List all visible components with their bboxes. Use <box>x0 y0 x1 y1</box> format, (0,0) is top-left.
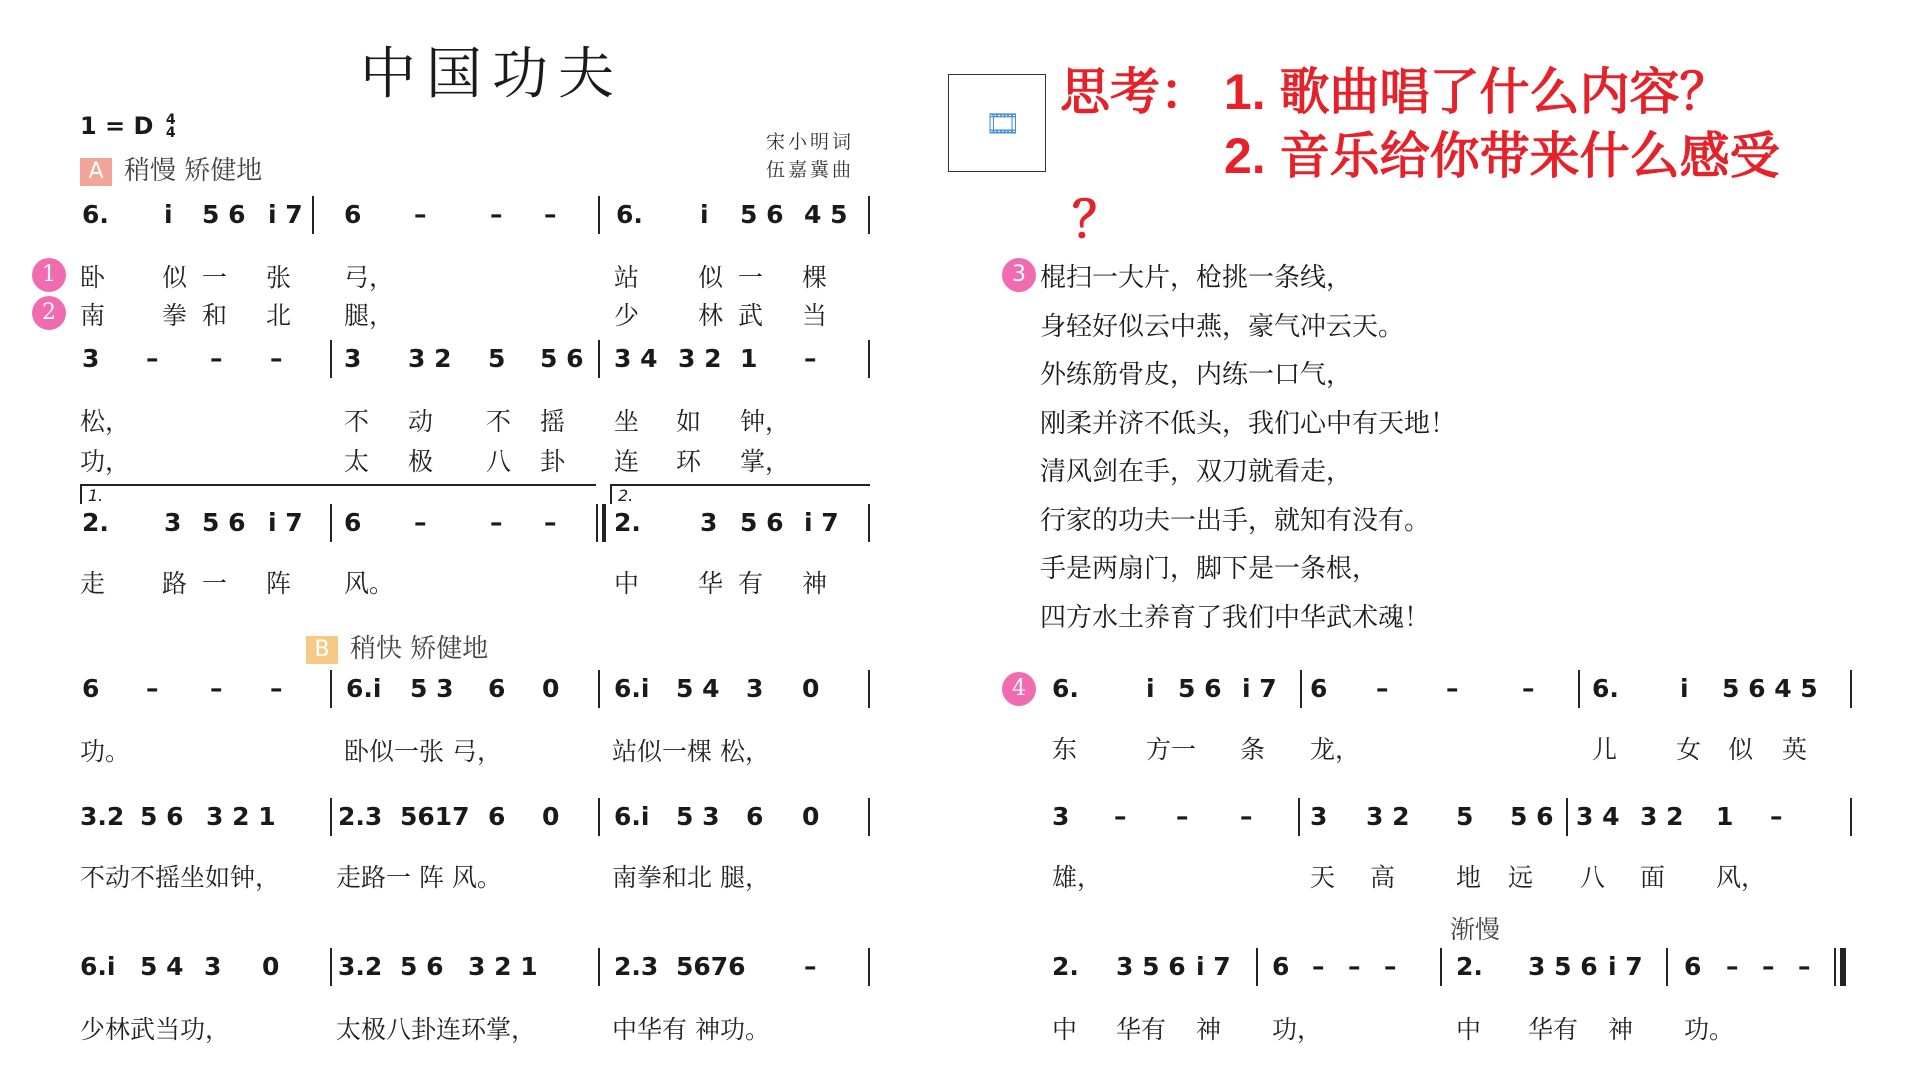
left-lyrics-row-3 <box>0 564 1920 604</box>
note: i 7 <box>1608 952 1643 981</box>
volta-bracket-1-left <box>80 484 82 504</box>
barline <box>330 504 332 542</box>
note: – <box>1240 802 1253 831</box>
lyric: 卧似一张 弓， <box>344 737 502 766</box>
lyric: 功， <box>80 447 131 476</box>
volta-bracket-1 <box>80 484 596 486</box>
left-lyrics-row-1b <box>0 296 1920 336</box>
volta-label-1: 1. <box>88 486 104 505</box>
lyric: 路 <box>162 569 188 598</box>
note: 2. <box>614 508 641 537</box>
note: 5 6 <box>740 508 784 537</box>
note: 3 2 <box>1640 802 1684 831</box>
final-barline-thick <box>1840 948 1846 986</box>
lyric-line: 行家的功夫一出手，就知有没有。 <box>1040 505 1431 536</box>
note: – <box>490 508 503 537</box>
lyric: 不 <box>486 407 512 436</box>
note: 5 <box>1456 802 1474 831</box>
lyric: 林 <box>698 301 724 330</box>
key-label: 1 = D <box>80 112 154 140</box>
note: 6. <box>616 200 643 229</box>
note: i <box>1680 674 1689 703</box>
section-b-tempo: 稍快 矫健地 <box>350 634 489 664</box>
lyric: 远 <box>1508 863 1534 892</box>
note: – <box>1114 802 1127 831</box>
lyric-line: 四方水土养育了我们中华武术魂！ <box>1040 602 1431 633</box>
note: 3 <box>1310 802 1328 831</box>
note: – <box>1312 952 1325 981</box>
note: 6.i <box>614 674 650 703</box>
volta-bracket-2 <box>610 484 870 486</box>
lyric: 极 <box>408 447 434 476</box>
lyric: 连 <box>614 447 640 476</box>
right-lyrics-row-1 <box>0 730 1920 770</box>
note: 0 <box>262 952 280 981</box>
note: 2. <box>1052 952 1079 981</box>
note: 6 <box>1272 952 1290 981</box>
volta-bracket-2-left <box>610 484 612 504</box>
section-b-label <box>306 628 488 665</box>
lyric: 神 <box>1196 1015 1222 1044</box>
note: 3 <box>700 508 718 537</box>
note: 6 <box>746 802 764 831</box>
barline <box>868 196 870 234</box>
note: 1 <box>740 344 758 373</box>
lyric: 当 <box>802 301 828 330</box>
note: 2. <box>1456 952 1483 981</box>
note: 2.3 <box>614 952 659 981</box>
left-lyrics-row-2a <box>0 402 1920 442</box>
note: 6 <box>488 802 506 831</box>
note: – <box>804 952 817 981</box>
note: 6 <box>1684 952 1702 981</box>
note: 3 2 1 <box>206 802 276 831</box>
section-a-box: A <box>80 158 112 186</box>
note: 5 3 <box>410 674 454 703</box>
barline <box>1578 670 1580 708</box>
lyricist: 宋小明词 <box>766 131 855 153</box>
lyric: 雄， <box>1052 863 1103 892</box>
note: – <box>414 200 427 229</box>
right-score-row-2 <box>0 802 1920 842</box>
note: 0 <box>802 674 820 703</box>
left-lyrics-row-1a <box>0 258 1920 298</box>
lyric: 弓， <box>344 263 395 292</box>
note: i 7 <box>1242 674 1277 703</box>
section-b-box: B <box>306 636 338 664</box>
note: 3 2 <box>678 344 722 373</box>
time-bottom: 4 <box>165 125 176 141</box>
note: – <box>1376 674 1389 703</box>
note: 3 <box>344 344 362 373</box>
note: 2.3 <box>338 802 383 831</box>
note: 0 <box>542 674 560 703</box>
barline <box>598 196 600 234</box>
lyric: 风。 <box>344 569 395 598</box>
lyric: 钟， <box>740 407 791 436</box>
note: i 7 <box>804 508 839 537</box>
lyric: 功， <box>1272 1015 1323 1044</box>
note: 3 2 <box>1366 802 1410 831</box>
note: 3 5 6 <box>1528 952 1598 981</box>
note: 6 <box>344 200 362 229</box>
lyric: 面 <box>1640 863 1666 892</box>
lyric: 不动不摇坐如钟， <box>80 863 281 892</box>
lyric: 坐 <box>614 407 640 436</box>
credits <box>766 128 854 184</box>
lyric: 方一 <box>1146 735 1197 764</box>
note: 4 5 <box>804 200 848 229</box>
lyric: 高 <box>1370 863 1396 892</box>
lyric: 儿 <box>1592 735 1618 764</box>
verse-number-4: 4 <box>1002 672 1036 706</box>
barline <box>330 340 332 378</box>
right-lyrics-row-3 <box>0 1010 1920 1050</box>
lyric: 华有 <box>1116 1015 1167 1044</box>
barline <box>1666 948 1668 986</box>
composer: 伍嘉冀曲 <box>766 159 855 181</box>
lyric: 阵 <box>266 569 292 598</box>
lyric: 卧 <box>80 263 106 292</box>
note: i <box>700 200 709 229</box>
left-score-row-3 <box>0 508 1920 548</box>
note: – <box>490 200 503 229</box>
note: 5 4 <box>140 952 184 981</box>
note: 3.2 <box>338 952 383 981</box>
verse-number-1: 1 <box>32 258 66 292</box>
note: 5676 <box>676 952 746 981</box>
note: 6. <box>82 200 109 229</box>
repeat-barline <box>596 504 598 542</box>
note: 5 6 <box>540 344 584 373</box>
note: – <box>1348 952 1361 981</box>
lyric: 拳 <box>162 301 188 330</box>
lyric: 南 <box>80 301 106 330</box>
barline <box>1566 798 1568 836</box>
note: 3.2 <box>80 802 125 831</box>
note: 5 6 <box>202 508 246 537</box>
lyric: 太 <box>344 447 370 476</box>
note: – <box>1176 802 1189 831</box>
note: 0 <box>542 802 560 831</box>
lyric: 武 <box>738 301 764 330</box>
note: – <box>210 344 223 373</box>
note: 6 <box>344 508 362 537</box>
lyric-line: 手是两扇门，脚下是一条根， <box>1040 554 1379 584</box>
note: – <box>146 344 159 373</box>
lyric: 神 <box>1608 1015 1634 1044</box>
note: 5 6 <box>140 802 184 831</box>
note: – <box>414 508 427 537</box>
lyric: 棵 <box>802 263 828 292</box>
note: 3 <box>746 674 764 703</box>
lyric: 女 <box>1676 735 1702 764</box>
thinking-line-3: ？ <box>1072 192 1122 248</box>
barline <box>868 504 870 542</box>
note: 6 <box>1310 674 1328 703</box>
note: 6.i <box>614 802 650 831</box>
verse-number-3: 3 <box>1002 258 1036 292</box>
note: 5617 <box>400 802 470 831</box>
note: – <box>1522 674 1535 703</box>
barline <box>1256 948 1258 986</box>
lyric: 龙， <box>1310 735 1361 764</box>
lyric: 八 <box>486 447 512 476</box>
verse-3-lyrics <box>1040 254 1456 642</box>
thinking-line-1: 思考： 1. 歌曲唱了什么内容？ <box>1060 64 1730 120</box>
note: – <box>544 200 557 229</box>
lyric: 环 <box>676 447 702 476</box>
lyric: 不 <box>344 407 370 436</box>
lyric: 松， <box>80 407 131 436</box>
lyric: 太极八卦连环掌， <box>336 1015 537 1044</box>
barline <box>1440 948 1442 986</box>
section-a-tempo: 稍慢 矫健地 <box>124 156 263 186</box>
note: 5 6 4 5 <box>1722 674 1818 703</box>
lyric: 摇 <box>540 407 566 436</box>
note: – <box>1446 674 1459 703</box>
note: 5 6 <box>1178 674 1222 703</box>
lyric: 一 <box>202 569 228 598</box>
right-score-row-3 <box>0 952 1920 992</box>
note: – <box>1798 952 1811 981</box>
lyric: 风， <box>1716 863 1767 892</box>
note: 3 2 1 <box>468 952 538 981</box>
lyric: 功。 <box>1684 1015 1735 1044</box>
note: 6 <box>488 674 506 703</box>
note: 6.i <box>80 952 116 981</box>
note: i <box>1146 674 1155 703</box>
right-lyrics-row-2 <box>0 858 1920 898</box>
note: 3 4 <box>1576 802 1620 831</box>
lyric: 似 <box>1728 735 1754 764</box>
lyric: 神 <box>802 569 828 598</box>
lyric: 八 <box>1580 863 1606 892</box>
barline <box>1850 798 1852 836</box>
lyric: 少 <box>614 301 640 330</box>
lyric-line: 刚柔并济不低头，我们心中有天地！ <box>1040 408 1457 439</box>
lyric: 中 <box>1052 1015 1078 1044</box>
note: – <box>1762 952 1775 981</box>
lyric: 似 <box>162 263 188 292</box>
left-lyrics-row-2b <box>0 442 1920 482</box>
note: 3 5 6 <box>1116 952 1186 981</box>
note: 0 <box>802 802 820 831</box>
lyric: 站 <box>614 263 640 292</box>
note: 5 <box>488 344 506 373</box>
lyric-line: 棍扫一大片，枪挑一条线， <box>1040 263 1353 293</box>
lyric: 功。 <box>80 737 131 766</box>
thinking-line-2: 2. 音乐给你带来什么感受 <box>1224 128 1780 184</box>
time-signature <box>166 114 176 140</box>
note: 6.i <box>346 674 382 703</box>
key-signature <box>80 112 176 140</box>
lyric: 如 <box>676 407 702 436</box>
lyric-line: 清风剑在手，双刀就看走， <box>1040 457 1353 487</box>
lyric: 华有 <box>1528 1015 1579 1044</box>
lyric: 卦 <box>540 447 566 476</box>
lyric: 中 <box>1456 1015 1482 1044</box>
lyric-line: 外练筋骨皮，内练一口气， <box>1040 360 1353 390</box>
film-icon: 🎞 <box>985 107 1021 140</box>
note: i 7 <box>268 508 303 537</box>
note: 3 <box>1052 802 1070 831</box>
lyric: 南拳和北 腿， <box>612 863 770 892</box>
note: – <box>270 344 283 373</box>
lyric: 天 <box>1310 863 1336 892</box>
note: 1 <box>1716 802 1734 831</box>
lyric: 站似一棵 松， <box>612 737 770 766</box>
verse-number-2: 2 <box>32 296 66 330</box>
media-button[interactable] <box>948 74 1046 172</box>
lyric: 华 <box>698 569 724 598</box>
note: – <box>1726 952 1739 981</box>
note: – <box>210 674 223 703</box>
repeat-barline-thick <box>602 504 606 542</box>
barline <box>1300 670 1302 708</box>
note: 5 6 <box>202 200 246 229</box>
note: 5 6 <box>740 200 784 229</box>
barline <box>868 340 870 378</box>
thinking-prompt <box>1060 60 1780 252</box>
barline <box>1850 670 1852 708</box>
lyric: 中 <box>614 569 640 598</box>
lyric: 一 <box>202 263 228 292</box>
note: 5 6 <box>1510 802 1554 831</box>
note: 5 3 <box>676 802 720 831</box>
lyric: 东 <box>1052 735 1078 764</box>
lyric: 有 <box>738 569 764 598</box>
lyric: 北 <box>266 301 292 330</box>
lyric: 一 <box>738 263 764 292</box>
left-score-row-2 <box>0 344 1920 384</box>
lyric: 张 <box>266 263 292 292</box>
lyric: 似 <box>698 263 724 292</box>
section-a-label <box>80 150 262 187</box>
lyric: 掌， <box>740 447 791 476</box>
note: 6. <box>1052 674 1079 703</box>
note: 6. <box>1592 674 1619 703</box>
song-title: 中国功夫 <box>360 42 624 107</box>
note: 3 2 <box>408 344 452 373</box>
note: 5 6 <box>400 952 444 981</box>
right-score-row-1 <box>0 674 1920 714</box>
barline <box>598 340 600 378</box>
barline <box>1298 798 1300 836</box>
tempo-marking-gradual: 渐慢 <box>1450 915 1501 944</box>
note: i 7 <box>268 200 303 229</box>
lyric: 少林武当功， <box>80 1015 231 1044</box>
lyric: 走 <box>80 569 106 598</box>
note: – <box>804 344 817 373</box>
lyric: 英 <box>1782 735 1808 764</box>
lyric-line: 身轻好似云中燕，豪气冲云天。 <box>1040 311 1405 342</box>
lyric: 腿， <box>344 301 395 330</box>
lyric: 条 <box>1240 735 1266 764</box>
note: – <box>146 674 159 703</box>
lyric: 和 <box>202 301 228 330</box>
note: 3 <box>82 344 100 373</box>
note: – <box>1384 952 1397 981</box>
lyric: 动 <box>408 407 434 436</box>
note: 6 <box>82 674 100 703</box>
lyric: 中华有 神功。 <box>612 1015 770 1044</box>
note: – <box>270 674 283 703</box>
note: 3 <box>204 952 222 981</box>
note: 3 <box>164 508 182 537</box>
note: – <box>1770 802 1783 831</box>
final-barline <box>1834 948 1836 986</box>
note: 5 4 <box>676 674 720 703</box>
note: 3 4 <box>614 344 658 373</box>
barline <box>312 196 314 234</box>
note: i 7 <box>1196 952 1231 981</box>
time-top: 4 <box>165 112 176 128</box>
note: – <box>544 508 557 537</box>
lyric: 走路一 阵 风。 <box>336 863 502 892</box>
volta-label-2: 2. <box>618 486 634 505</box>
lyric: 地 <box>1456 863 1482 892</box>
note: i <box>164 200 173 229</box>
note: 2. <box>82 508 109 537</box>
